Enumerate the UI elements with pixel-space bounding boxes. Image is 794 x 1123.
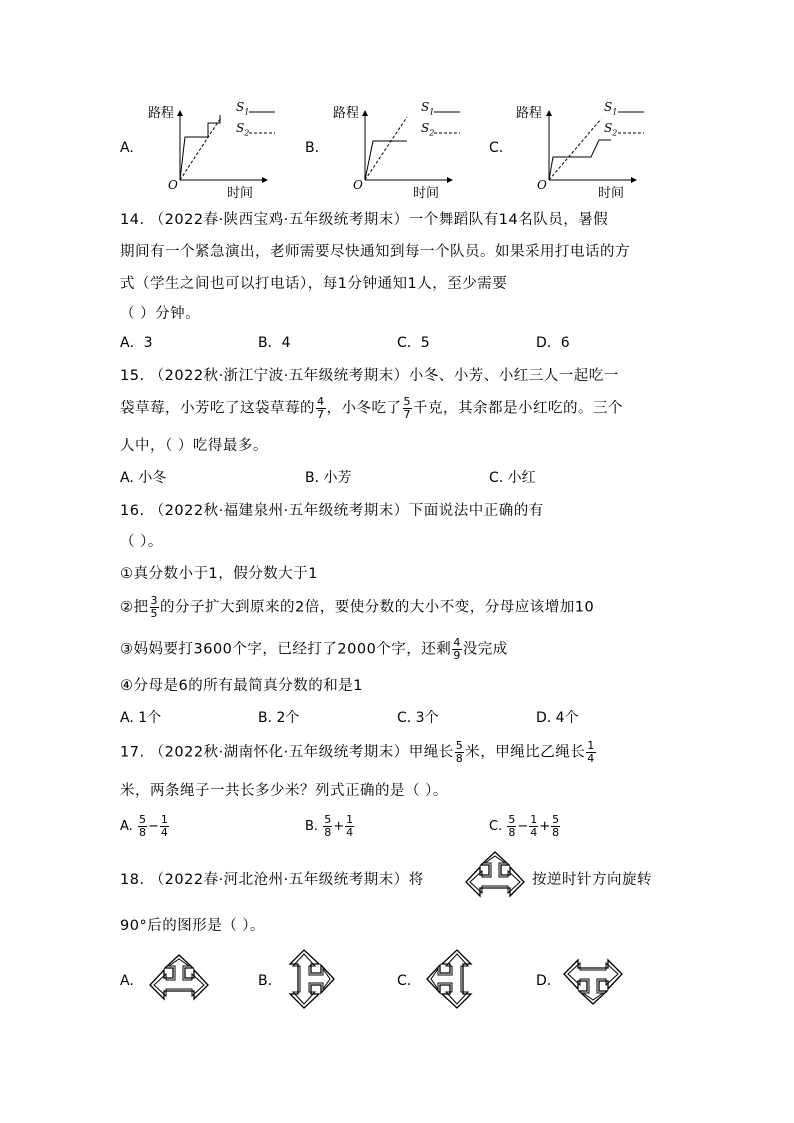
plus-sign: + [539,819,551,834]
frac-num: 5 [455,739,464,752]
q18-option-a-shape [148,954,210,1002]
frac-1-4 [160,814,169,839]
frac-num: 5 [324,813,332,826]
q15-line-2b: ，小冬吃了 [326,400,402,417]
frac-num: 3 [150,594,158,607]
q15-line-1: 15. （2022秋·浙江宁波·五年级统考期末）小冬、小芳、小红三人一起吃一 [120,368,619,384]
q17-line-2: 米，两条绳子一共长多少米？列式正确的是（ ）。 [120,783,448,799]
graph-c-xlabel: 时间 [598,186,625,201]
q18-option-b-shape [287,948,335,1010]
s1-sub: 1 [429,107,435,117]
graph-a-plot [170,105,280,185]
q15-option-b: B. 小芳 [305,470,352,486]
q16-fraction-4-9 [452,637,462,662]
s1-text: S [604,100,613,114]
q14-line-3: 式（学生之间也可以打电话），每1分钟通知1人，至少需要 [120,276,508,292]
s1-text: S [236,100,245,114]
q16-s3-part-b: 没完成 [462,641,508,658]
frac-den: 8 [508,826,516,839]
q16-statement-4: ④分母是6的所有最简真分数的和是1 [120,678,363,694]
q18-option-d-shape [562,957,624,1005]
s2-text: S [236,121,245,135]
minus-sign: − [517,819,529,834]
q17-option-a [120,814,170,839]
q17-line-1a: 17. （2022秋·湖南怀化·五年级统考期末）甲绳长 [120,744,454,761]
frac-num: 1 [160,813,168,826]
q14-line-2: 期间有一个紧急演出，老师需要尽快通知到每一个队员。如果采用打电话的方 [120,244,630,260]
graph-a-xlabel: 时间 [227,186,254,201]
q15-line-3: 人中，（ ）吃得最多。 [120,438,268,454]
q16-line-2: （ ）。 [120,534,163,550]
frac-den: 8 [455,752,464,765]
q16-statement-2 [120,595,594,620]
q14-option-c: C．5 [397,335,430,351]
s1-sub: 1 [244,107,250,117]
q16-fraction-3-5 [150,595,160,620]
q16-line-1: 16. （2022秋·福建泉州·五年级统考期末）下面说法中正确的有 [120,503,544,519]
q16-option-c: C. 3个 [397,710,439,726]
frac-5-8 [551,814,560,839]
frac-den: 4 [346,826,354,839]
graph-b-xlabel: 时间 [413,186,440,201]
s2-text: S [421,121,430,135]
q16-option-b: B. 2个 [258,710,300,726]
frac-den: 7 [403,408,411,421]
q16-statement-1: ①真分数小于1，假分数大于1 [120,566,318,582]
frac-den: 9 [453,649,461,662]
q16-s3-part-a: ③妈妈要打3600个字，已经打了2000个字，还剩 [120,641,452,658]
frac-num: 5 [138,813,146,826]
s2-text: S [604,121,613,135]
option-letter: A. [120,819,133,834]
q18-option-c-shape [426,948,474,1010]
q17-fraction-5-8 [455,740,465,765]
q16-option-d: D. 4个 [536,710,579,726]
q18-arrow-shape-original [464,851,526,899]
q17-line-1b: 米，甲绳比乙绳长 [465,744,586,761]
option-letter: B. [305,819,319,834]
frac-num: 5 [552,813,560,826]
q13-option-b-label: B. [305,140,320,156]
frac-num: 5 [508,813,516,826]
q15-line-2c: 千克，其余都是小红吃的。三个 [413,400,623,417]
q16-s2-part-a: ②把 [120,599,149,616]
q16-statement-3 [120,637,508,662]
q17-option-b [305,814,355,839]
q14-line-4: （ ）分钟。 [120,306,201,322]
q18-option-b-label: B. [258,973,273,989]
frac-num: 5 [403,395,411,408]
graph-a-ylabel: 路程 [148,106,175,121]
q14-option-b: B．4 [258,335,291,351]
frac-num: 4 [453,636,461,649]
frac-den: 8 [138,826,146,839]
q14-option-a: A．3 [120,335,153,351]
frac-5-8 [323,814,332,839]
graph-b-plot [355,105,465,185]
q15-fraction-5-7 [403,396,413,421]
frac-1-4 [345,814,354,839]
graph-c-origin: O [537,178,547,192]
frac-1-4 [529,814,538,839]
frac-num: 4 [317,395,325,408]
graph-b-origin: O [353,178,363,192]
frac-5-8 [507,814,516,839]
q15-option-c: C. 小红 [489,470,536,486]
option-letter: C. [489,819,503,834]
s1-sub: 1 [612,107,618,117]
q14-line-1: 14. （2022春·陕西宝鸡·五年级统考期末）一个舞蹈队有14名队员，暑假 [120,212,609,228]
graph-c-plot [539,105,649,185]
frac-num: 1 [346,813,354,826]
q16-s2-part-b: 的分子扩大到原来的2倍，要使分数的大小不变，分母应该增加10 [160,599,595,616]
q15-fraction-4-7 [316,396,326,421]
q15-line-2 [120,396,623,421]
q16-option-a: A. 1个 [120,710,162,726]
frac-5-8 [138,814,147,839]
q18-option-a-label: A. [120,973,134,989]
frac-num: 1 [530,813,538,826]
frac-den: 7 [317,408,325,421]
graph-b-ylabel: 路程 [333,106,360,121]
q13-option-c-label: C. [489,140,504,156]
frac-den: 4 [160,826,168,839]
s2-sub: 2 [612,128,618,138]
q14-option-d: D．6 [536,335,570,351]
frac-den: 4 [530,826,538,839]
q17-line-1 [120,740,597,765]
q17-fraction-1-4 [586,740,596,765]
q18-option-d-label: D. [536,973,552,989]
frac-den: 5 [150,607,158,620]
q18-option-c-label: C. [397,973,412,989]
q18-line-1b: 按逆时针方向旋转 [532,872,652,888]
frac-den: 8 [324,826,332,839]
q15-line-2a: 袋草莓，小芳吃了这袋草莓的 [120,400,315,417]
graph-a-origin: O [168,178,178,192]
frac-num: 1 [587,739,595,752]
s2-sub: 2 [429,128,435,138]
s1-text: S [421,100,430,114]
graph-c-ylabel: 路程 [516,106,543,121]
q13-option-a-label: A. [120,140,134,156]
frac-den: 4 [587,752,595,765]
q18-line-2: 90°后的图形是（ ）。 [120,918,266,934]
q15-option-a: A. 小冬 [120,470,167,486]
frac-den: 8 [552,826,560,839]
q18-line-1a: 18. （2022春·河北沧州·五年级统考期末）将 [120,872,424,888]
minus-sign: − [147,819,159,834]
plus-sign: + [333,819,345,834]
q17-option-c [489,814,561,839]
s2-sub: 2 [244,128,250,138]
